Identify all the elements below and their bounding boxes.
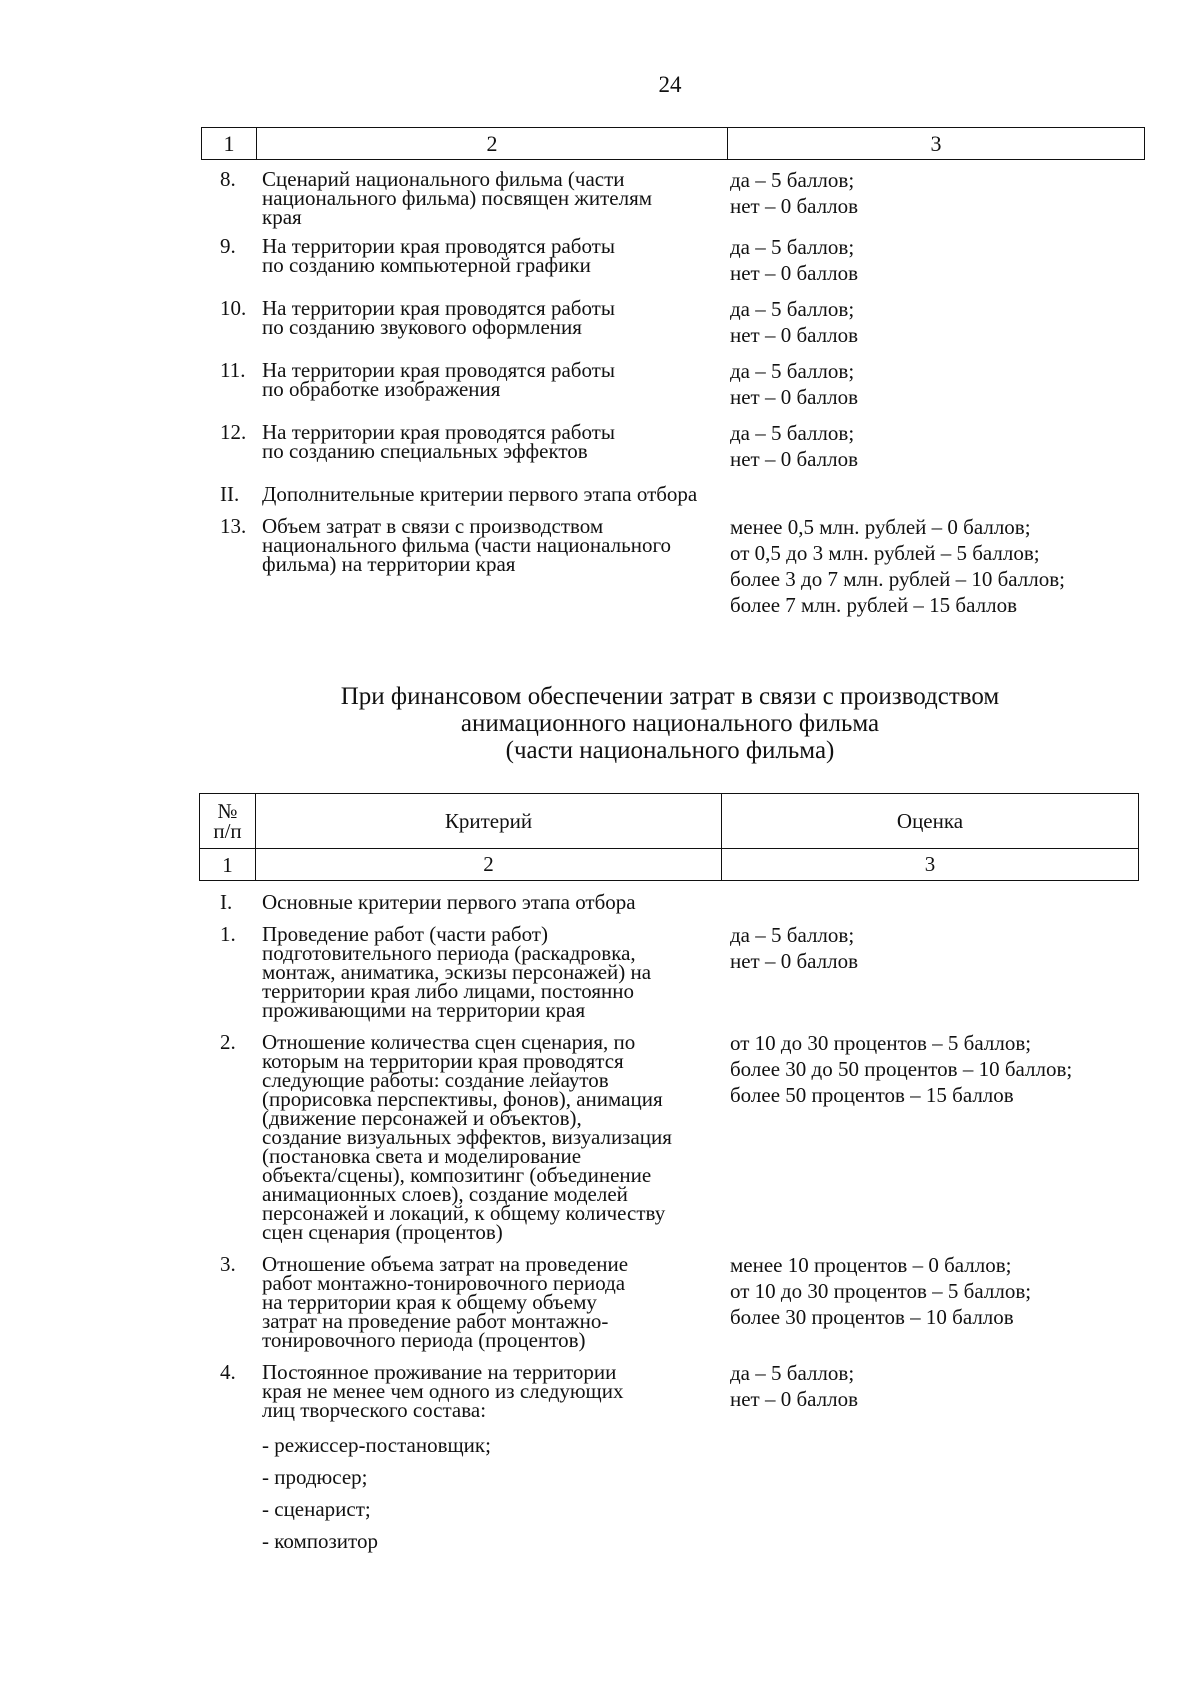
criterion-text [262,358,730,413]
score-line: нет – 0 баллов [730,194,859,218]
column-number-3: 3 [924,852,936,876]
criterion-line: персонажей и локаций, к общему количеству [262,1201,666,1225]
row-number: 10. [220,296,247,320]
criterion-line: следующие работы: создание лейаутов [262,1068,609,1092]
criterion-text [262,922,730,1022]
criterion-text [262,167,730,229]
criterion-line: сцен сценария (процентов) [262,1220,503,1244]
section-title-text: Основные критерии первого этапа отбора [262,890,636,914]
criterion-line: по созданию звукового оформления [262,315,582,339]
list-item: - сценарист; [262,1497,371,1521]
table2-header [199,793,1139,881]
score-line: да – 5 баллов; [730,359,855,383]
score-line: нет – 0 баллов [730,261,859,285]
criterion-line: по обработке изображения [262,377,501,401]
criterion-line: тонировочного периода (процентов) [262,1328,586,1352]
criterion-line: края не менее чем одного из следующих [262,1379,624,1403]
table-row [200,922,1140,1022]
header-number-abbr: п/п [213,819,242,843]
column-number-3: 3 [930,130,942,156]
section-title [200,482,1140,506]
score-text [730,1363,1140,1420]
score-line: да – 5 баллов; [730,923,855,947]
criterion-line: (постановка света и моделирование [262,1144,582,1168]
criterion-text [262,296,730,351]
criterion-line: территории края либо лицами, постоянно [262,979,634,1003]
score-text [730,361,1140,413]
score-line: от 10 до 30 процентов – 5 баллов; [730,1031,1032,1055]
heading-line-1: При финансовом обеспечении затрат в связи с производством [340,683,1000,710]
score-line: более 30 процентов – 10 баллов [730,1305,1014,1329]
column-number-2: 2 [256,849,722,880]
score-line: нет – 0 баллов [730,385,859,409]
section-title [200,890,1140,914]
table-row [200,514,1140,621]
row-number: 1. [220,922,236,946]
score-line: да – 5 баллов; [730,421,855,445]
score-line: более 3 до 7 млн. рублей – 10 баллов; [730,567,1066,591]
score-line: да – 5 баллов; [730,1361,855,1385]
row-number: 4. [220,1360,236,1384]
criterion-line: национального фильма) посвящен жителям [262,186,653,210]
row-number: 12. [220,420,247,444]
score-line: более 50 процентов – 15 баллов [730,1083,1014,1107]
score-line: более 7 млн. рублей – 15 баллов [730,593,1017,617]
table-row [200,1360,1140,1422]
criterion-line: которым на территории края проводятся [262,1049,624,1073]
score-text [730,423,1140,475]
criterion-text [262,1252,730,1352]
header-number [200,794,256,848]
heading-line-2: анимационного национального фильма [460,710,880,737]
criterion-line: на территории края к общему объему [262,1290,597,1314]
score-line: да – 5 баллов; [730,297,855,321]
section-number: II. [220,482,240,506]
criterion-line: Сценарий национального фильма (части [262,167,625,191]
criterion-text [262,1030,730,1244]
heading-line-3: (части национального фильма) [505,737,835,764]
score-text [730,517,1140,621]
criterion-text [262,420,730,475]
column-number-1: 1 [202,128,257,159]
score-text [730,1033,1140,1242]
score-line: нет – 0 баллов [730,447,859,471]
table-row [200,358,1140,413]
row-number: 11. [220,358,246,382]
row-number: 3. [220,1252,236,1276]
criterion-text [262,514,730,621]
page-number: 24 [658,72,682,97]
score-line: нет – 0 баллов [730,323,859,347]
score-text [730,925,1140,1020]
criterion-line: (движение персонажей и объектов), [262,1106,582,1130]
criterion-line: Проведение работ (части работ) [262,922,548,946]
table-row [200,296,1140,351]
score-text [730,170,1140,227]
criterion-line: края [262,205,302,229]
section-heading [200,683,1140,764]
criterion-line: На территории края проводятся работы [262,420,615,444]
criterion-line: национального фильма (части национального [262,533,672,557]
table-row [200,420,1140,475]
table-row [200,1252,1140,1352]
score-line: от 0,5 до 3 млн. рублей – 5 баллов; [730,541,1040,565]
table1-column-numbers [201,127,1145,160]
header-score: Оценка [896,808,964,833]
table1-body [200,167,1140,634]
criterion-line: создание визуальных эффектов, визуализация [262,1125,672,1149]
criterion-text [262,234,730,289]
criterion-line: проживающими на территории края [262,998,586,1022]
row-number: 13. [220,514,247,538]
criterion-line: лиц творческого состава: [262,1398,487,1422]
section-number: I. [220,890,233,914]
score-text [730,1255,1140,1350]
score-text [730,299,1140,351]
score-line: нет – 0 баллов [730,949,859,973]
criterion-line: объекта/сцены), композитинг (объединение [262,1163,652,1187]
criterion-line: На территории края проводятся работы [262,296,615,320]
criterion-text [262,1360,730,1422]
criterion-line: по созданию компьютерной графики [262,253,591,277]
table-row [200,167,1140,229]
list-item: - продюсер; [262,1465,368,1489]
header-number-sign: № [217,799,238,823]
column-number-1: 1 [200,849,256,880]
table-row [200,234,1140,289]
score-line: нет – 0 баллов [730,1387,859,1411]
criterion-line: Отношение объема затрат на проведение [262,1252,629,1276]
criterion-line: Объем затрат в связи с производством [262,514,604,538]
criterion-line: монтаж, аниматика, эскизы персонажей) на [262,960,652,984]
criterion-line: по созданию специальных эффектов [262,439,588,463]
section-title-text: Дополнительные критерии первого этапа отбора [262,482,698,506]
score-line: менее 10 процентов – 0 баллов; [730,1253,1012,1277]
criterion-line: Отношение количества сцен сценария, по [262,1030,636,1054]
criterion-line: фильма) на территории края [262,552,516,576]
criterion-line: На территории края проводятся работы [262,234,615,258]
criterion-line: анимационных слоев), создание моделей [262,1182,628,1206]
score-line: да – 5 баллов; [730,168,855,192]
criterion-line: подготовительного периода (раскадровка, [262,941,636,965]
row-number: 8. [220,167,236,191]
score-line: менее 0,5 млн. рублей – 0 баллов; [730,515,1031,539]
list-item: - режиссер-постановщик; [262,1433,491,1457]
score-line: от 10 до 30 процентов – 5 баллов; [730,1279,1032,1303]
table2-body [200,890,1140,1557]
criterion-line: работ монтажно-тонировочного периода [262,1271,626,1295]
criterion-line: На территории края проводятся работы [262,358,615,382]
criterion-line: Постоянное проживание на территории [262,1360,617,1384]
row-number: 9. [220,234,236,258]
score-text [730,237,1140,289]
score-line: более 30 до 50 процентов – 10 баллов; [730,1057,1073,1081]
score-line: да – 5 баллов; [730,235,855,259]
header-criterion: Критерий [256,794,722,848]
list-item: - композитор [262,1529,378,1553]
column-number-2: 2 [257,128,728,159]
criterion-line: (прорисовка перспективы, фонов), анимация [262,1087,663,1111]
table-row [200,1030,1140,1244]
row-number: 2. [220,1030,236,1054]
criterion-line: затрат на проведение работ монтажно- [262,1309,609,1333]
